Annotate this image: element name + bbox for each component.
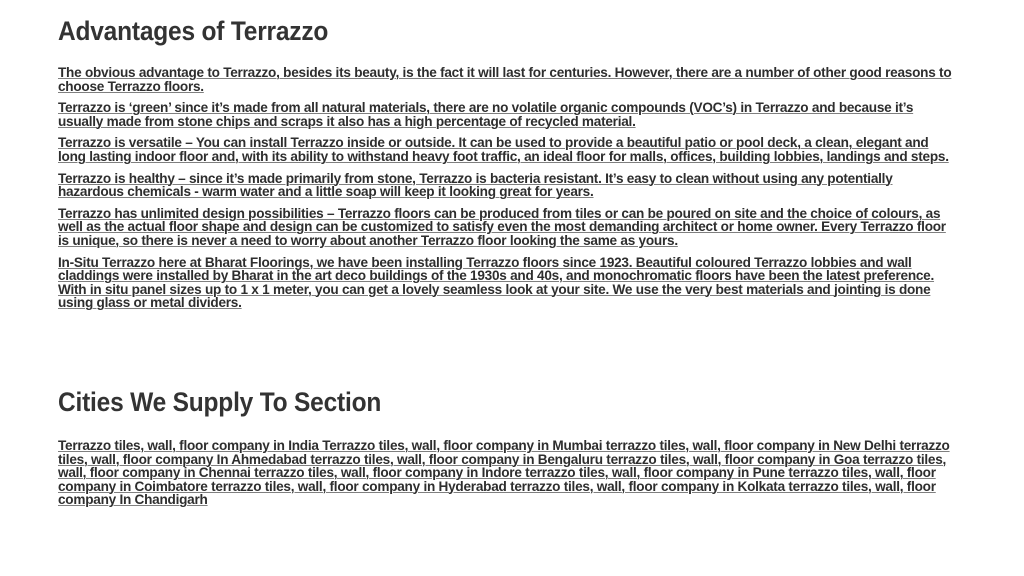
cities-heading: Cities We Supply To Section xyxy=(58,388,382,418)
cities-paragraph: Terrazzo tiles, wall, floor company in India Terrazzo tiles, wall, floor company in Mumbai terrazzo tiles, wall, floor company in New Delhi terrazzo tiles, wall, floor company In Ahmedabad terrazzo tiles, wall, floor company in Bengaluru terrazzo tiles, wall, floor company in Goa terrazzo tiles, wall, floor company in Chennai terrazzo tiles, wall, floor company in Indore terrazzo tiles, wall, floor company in Pune terrazzo tiles, wall, floor company in Coimbatore terrazzo tiles, wall, floor company in Hyderabad terrazzo tiles, wall, floor company in Kolkata terrazzo tiles, wall, floor company In Chandigarh xyxy=(58,438,950,508)
advantages-section xyxy=(58,14,958,318)
advantages-paragraph-healthy: Terrazzo is healthy – since it’s made primarily from stone, Terrazzo is bacteria resistant. It’s easy to clean without using any potentially hazardous chemicals - warm water and a little soap will keep it looking great for years. xyxy=(58,170,893,200)
advantages-paragraph-design: Terrazzo has unlimited design possibilities – Terrazzo floors can be produced from tiles or can be poured on site and the choice of colours, as well as the actual floor shape and design can be customized to satisfy even the most demanding architect or home owner. Every Terrazzo floor is unique, so there is never a need to worry about another Terrazzo floor looking the same as yours. xyxy=(58,205,946,248)
advantages-paragraph-versatile: Terrazzo is versatile – You can install Terrazzo inside or outside. It can be used to provide a beautiful patio or pool deck, a clean, elegant and long lasting indoor floor and, with its ability to withstand heavy foot traffic, an ideal floor for malls, offices, building lobbies, landings and steps. xyxy=(58,135,949,164)
advantages-paragraph-in-situ: In-Situ Terrazzo here at Bharat Floorings, we have been installing Terrazzo floors since 1923. Beautiful coloured Terrazzo lobbies and wall claddings were installed by Bharat in the art deco buildings of the 1930s and 40s, and monochromatic floors have been the latest preference. With in situ panel sizes up to 1 x 1 meter, you can get a lovely seamless look at your site. We use the very best materials and jointing is done using glass or metal dividers. xyxy=(58,254,935,311)
advantages-paragraph-intro: The obvious advantage to Terrazzo, besides its beauty, is the fact it will last for centuries. However, there are a number of other good reasons to choose Terrazzo floors. xyxy=(58,65,952,94)
advantages-paragraph-green: Terrazzo is ‘green’ since it’s made from all natural materials, there are no volatile organic compounds (VOC’s) in Terrazzo and because it’s usually made from stone chips and scraps it also has a high percentage of recycled material. xyxy=(58,100,914,129)
advantages-heading: Advantages of Terrazzo xyxy=(58,17,329,47)
cities-section xyxy=(58,385,958,515)
